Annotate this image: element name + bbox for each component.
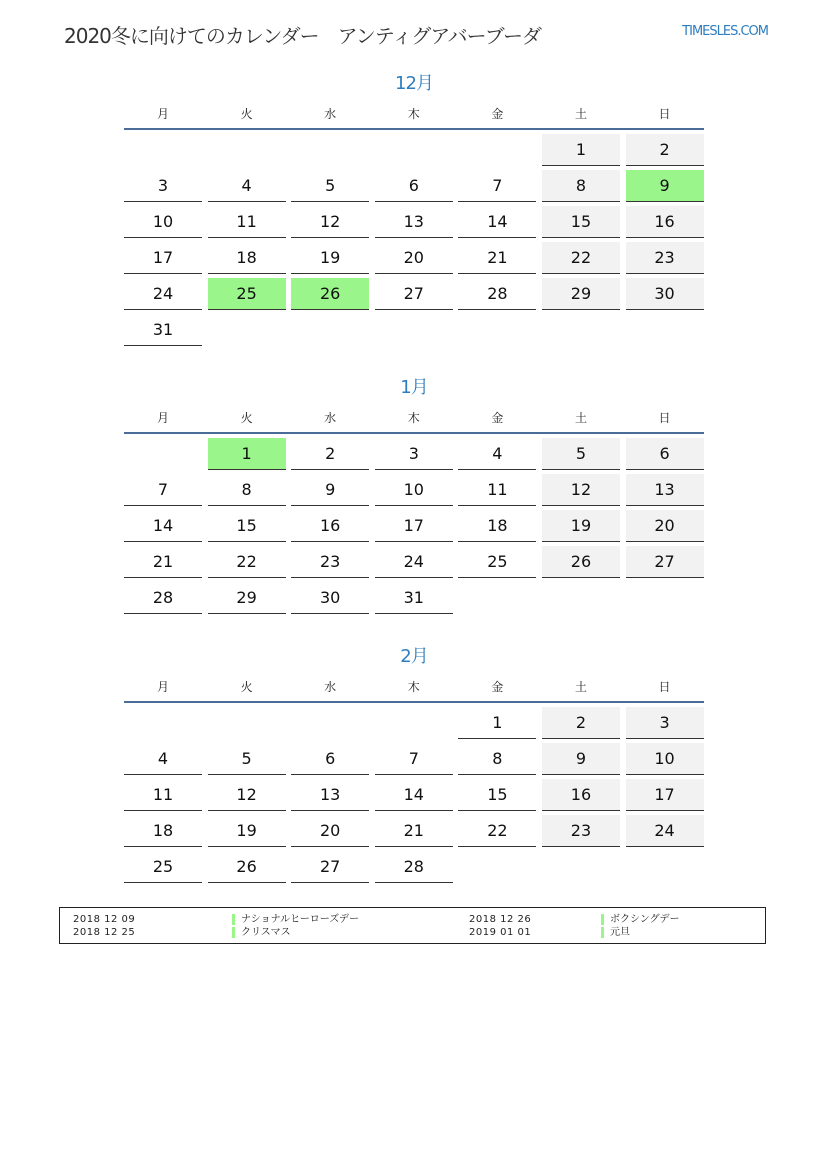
weekday-label: 金 <box>491 680 504 694</box>
month-december <box>124 72 704 350</box>
holiday-name: クリスマス <box>232 927 291 938</box>
day-cell[interactable]: 10 <box>375 474 453 506</box>
page-title: 2020冬に向けてのカレンダー アンティグアバーブーダ <box>64 24 541 48</box>
day-cell[interactable]: 16 <box>542 779 620 811</box>
weekday-label: 木 <box>407 411 420 425</box>
weekday-label: 木 <box>407 680 420 694</box>
weekday-label: 月 <box>156 411 169 425</box>
day-cell[interactable]: 1 <box>208 438 286 470</box>
day-cell[interactable]: 9 <box>291 474 369 506</box>
empty-day-cell <box>458 134 536 166</box>
empty-day-cell <box>124 438 202 470</box>
holiday-date: 2019 01 01 <box>469 927 532 938</box>
day-cell[interactable]: 1 <box>458 707 536 739</box>
day-cell[interactable]: 22 <box>208 546 286 578</box>
day-cell[interactable]: 17 <box>124 242 202 274</box>
day-cell[interactable]: 9 <box>626 170 704 202</box>
brand-logo[interactable]: TIMESLES.COM <box>682 24 768 39</box>
day-cell[interactable]: 10 <box>124 206 202 238</box>
empty-day-cell <box>291 134 369 166</box>
day-cell[interactable]: 30 <box>626 278 704 310</box>
holiday-legend <box>59 907 766 944</box>
weekday-label: 土 <box>574 107 587 121</box>
day-cell[interactable]: 14 <box>375 779 453 811</box>
day-cell[interactable]: 11 <box>208 206 286 238</box>
day-cell[interactable]: 7 <box>375 743 453 775</box>
weekday-label: 水 <box>324 107 337 121</box>
holiday-date: 2018 12 26 <box>469 914 532 925</box>
empty-day-cell <box>291 707 369 739</box>
day-cell[interactable]: 25 <box>124 851 202 883</box>
day-cell[interactable]: 11 <box>458 474 536 506</box>
weekday-label: 日 <box>658 107 671 121</box>
weekday-label: 木 <box>407 107 420 121</box>
month-title: 12月 <box>395 73 433 94</box>
day-cell[interactable]: 18 <box>458 510 536 542</box>
day-cell[interactable]: 10 <box>626 743 704 775</box>
day-cell[interactable]: 20 <box>375 242 453 274</box>
day-cell[interactable]: 27 <box>291 851 369 883</box>
weekday-label: 月 <box>156 107 169 121</box>
day-cell[interactable]: 18 <box>208 242 286 274</box>
day-cell[interactable]: 3 <box>375 438 453 470</box>
weekday-label: 日 <box>658 680 671 694</box>
weekday-label: 金 <box>491 107 504 121</box>
month-february <box>124 645 704 887</box>
weekday-label: 火 <box>240 411 253 425</box>
day-cell[interactable]: 23 <box>291 546 369 578</box>
day-cell[interactable]: 28 <box>375 851 453 883</box>
holiday-date: 2018 12 25 <box>73 927 136 938</box>
day-cell[interactable]: 7 <box>124 474 202 506</box>
day-grid <box>124 707 704 887</box>
month-january <box>124 376 704 618</box>
month-title: 2月 <box>400 646 428 667</box>
day-cell[interactable]: 25 <box>208 278 286 310</box>
day-cell[interactable]: 15 <box>542 206 620 238</box>
day-cell[interactable]: 9 <box>542 743 620 775</box>
day-cell[interactable]: 24 <box>626 815 704 847</box>
day-cell[interactable]: 13 <box>626 474 704 506</box>
day-cell[interactable]: 4 <box>458 438 536 470</box>
day-cell[interactable]: 5 <box>542 438 620 470</box>
day-cell[interactable]: 3 <box>124 170 202 202</box>
day-cell[interactable]: 20 <box>626 510 704 542</box>
day-cell[interactable]: 5 <box>291 170 369 202</box>
day-cell[interactable]: 17 <box>626 779 704 811</box>
day-cell[interactable]: 6 <box>626 438 704 470</box>
empty-day-cell <box>375 134 453 166</box>
weekday-label: 水 <box>324 680 337 694</box>
day-cell[interactable]: 29 <box>208 582 286 614</box>
weekday-label: 水 <box>324 411 337 425</box>
day-cell[interactable]: 5 <box>208 743 286 775</box>
day-cell[interactable]: 22 <box>542 242 620 274</box>
empty-day-cell <box>124 707 202 739</box>
day-cell[interactable]: 21 <box>458 242 536 274</box>
empty-day-cell <box>124 134 202 166</box>
day-cell[interactable]: 8 <box>542 170 620 202</box>
day-cell[interactable]: 19 <box>291 242 369 274</box>
day-cell[interactable]: 7 <box>458 170 536 202</box>
day-cell[interactable]: 13 <box>375 206 453 238</box>
day-cell[interactable]: 18 <box>124 815 202 847</box>
weekday-label: 日 <box>658 411 671 425</box>
day-cell[interactable]: 30 <box>291 582 369 614</box>
day-cell[interactable]: 13 <box>291 779 369 811</box>
day-cell[interactable]: 24 <box>124 278 202 310</box>
day-cell[interactable]: 26 <box>542 546 620 578</box>
day-cell[interactable]: 27 <box>375 278 453 310</box>
day-cell[interactable]: 24 <box>375 546 453 578</box>
day-cell[interactable]: 6 <box>291 743 369 775</box>
weekday-label: 土 <box>574 680 587 694</box>
day-cell[interactable]: 16 <box>626 206 704 238</box>
day-cell[interactable]: 2 <box>542 707 620 739</box>
day-cell[interactable]: 28 <box>458 278 536 310</box>
day-cell[interactable]: 26 <box>291 278 369 310</box>
day-cell[interactable]: 27 <box>626 546 704 578</box>
weekday-label: 火 <box>240 107 253 121</box>
day-cell[interactable]: 17 <box>375 510 453 542</box>
day-cell[interactable]: 31 <box>375 582 453 614</box>
day-cell[interactable]: 21 <box>375 815 453 847</box>
day-cell[interactable]: 3 <box>626 707 704 739</box>
day-cell[interactable]: 8 <box>458 743 536 775</box>
month-title: 1月 <box>400 377 428 398</box>
weekday-header <box>124 675 704 703</box>
day-cell[interactable]: 2 <box>291 438 369 470</box>
day-cell[interactable]: 2 <box>626 134 704 166</box>
day-cell[interactable]: 4 <box>124 743 202 775</box>
day-cell[interactable]: 15 <box>208 510 286 542</box>
day-cell[interactable]: 28 <box>124 582 202 614</box>
day-cell[interactable]: 14 <box>458 206 536 238</box>
empty-day-cell <box>208 707 286 739</box>
day-cell[interactable]: 26 <box>208 851 286 883</box>
day-cell[interactable]: 6 <box>375 170 453 202</box>
holiday-name: ナショナルヒーローズデー <box>232 914 359 925</box>
weekday-label: 火 <box>240 680 253 694</box>
weekday-header <box>124 102 704 130</box>
day-cell[interactable]: 29 <box>542 278 620 310</box>
day-cell[interactable]: 12 <box>291 206 369 238</box>
holiday-name: ボクシングデー <box>601 914 680 925</box>
day-grid <box>124 438 704 618</box>
holiday-date: 2018 12 09 <box>73 914 136 925</box>
weekday-label: 月 <box>156 680 169 694</box>
holiday-name: 元旦 <box>601 927 630 938</box>
weekday-header <box>124 406 704 434</box>
day-cell[interactable]: 20 <box>291 815 369 847</box>
day-cell[interactable]: 12 <box>542 474 620 506</box>
day-cell[interactable]: 19 <box>208 815 286 847</box>
day-cell[interactable]: 15 <box>458 779 536 811</box>
weekday-label: 金 <box>491 411 504 425</box>
day-cell[interactable]: 19 <box>542 510 620 542</box>
day-grid <box>124 134 704 350</box>
day-cell[interactable]: 1 <box>542 134 620 166</box>
empty-day-cell <box>375 707 453 739</box>
day-cell[interactable]: 14 <box>124 510 202 542</box>
weekday-label: 土 <box>574 411 587 425</box>
day-cell[interactable]: 22 <box>458 815 536 847</box>
day-cell[interactable]: 16 <box>291 510 369 542</box>
day-cell[interactable]: 23 <box>542 815 620 847</box>
day-cell[interactable]: 31 <box>124 314 202 346</box>
day-cell[interactable]: 12 <box>208 779 286 811</box>
day-cell[interactable]: 4 <box>208 170 286 202</box>
day-cell[interactable]: 21 <box>124 546 202 578</box>
day-cell[interactable]: 8 <box>208 474 286 506</box>
empty-day-cell <box>208 134 286 166</box>
day-cell[interactable]: 25 <box>458 546 536 578</box>
day-cell[interactable]: 11 <box>124 779 202 811</box>
day-cell[interactable]: 23 <box>626 242 704 274</box>
